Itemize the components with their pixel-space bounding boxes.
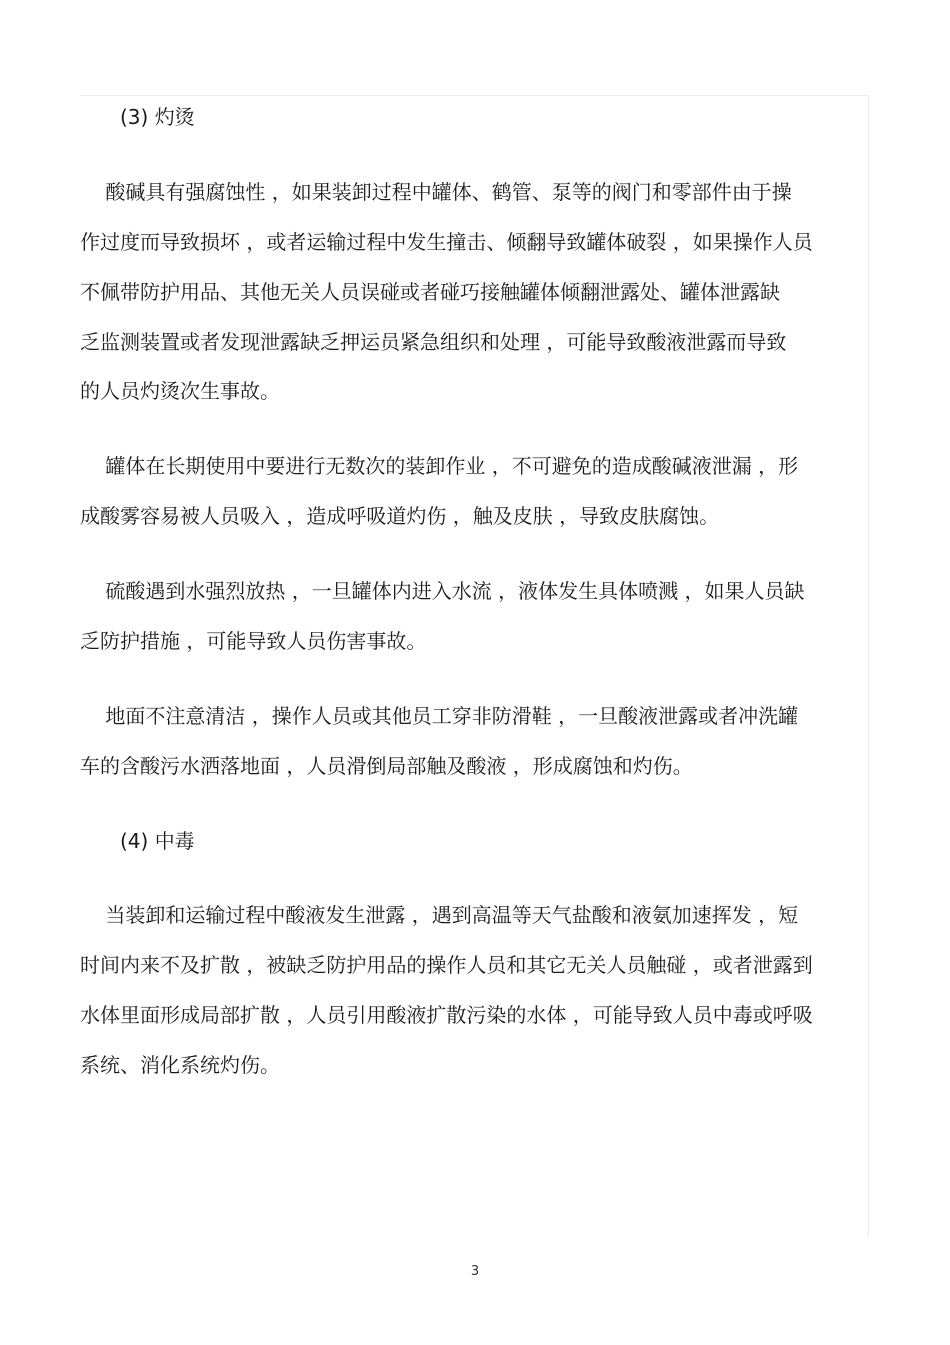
paragraph-line: 作过度而导致损坏 ，或者运输过程中发生撞击、倾翻导致罐体破裂 ，如果操作人员 — [80, 230, 813, 254]
paragraph-line: 成酸雾容易被人员吸入 ，造成呼吸道灼伤 ，触及皮肤 ，导致皮肤腐蚀。 — [80, 504, 720, 528]
paragraph-line: 地面不注意清洁 ，操作人员或其他员工穿非防滑鞋 ，一旦酸液泄露或者冲洗罐 — [80, 704, 799, 728]
paragraph-line: 时间内来不及扩散 ，被缺乏防护用品的操作人员和其它无关人员触碰 ，或者泄露到 — [80, 953, 813, 977]
section-heading-3: (3) 灼烫 — [120, 105, 195, 129]
paragraph-line: 不佩带防护用品、其他无关人员误碰或者碰巧接触罐体倾翻泄露处、罐体泄露缺 — [80, 280, 780, 304]
paragraph-line: 水体里面形成局部扩散 ，人员引用酸液扩散污染的水体 ，可能导致人员中毒或呼吸 — [80, 1003, 813, 1027]
paragraph-line: 乏防护措施 ，可能导致人员伤害事故。 — [80, 629, 427, 653]
paragraph-line: 硫酸遇到水强烈放热 ，一旦罐体内进入水流 ，液体发生具体喷溅 ，如果人员缺 — [80, 579, 805, 603]
paragraph-line: 罐体在长期使用中要进行无数次的装卸作业 ，不可避免的造成酸碱液泄漏 ，形 — [80, 454, 799, 478]
paragraph-line: 车的含酸污水洒落地面 ，人员滑倒局部触及酸液 ，形成腐蚀和灼伤。 — [80, 754, 693, 778]
paragraph-line: 酸碱具有强腐蚀性 ，如果装卸过程中罐体、鹤管、泵等的阀门和零部件由于操 — [80, 180, 792, 204]
page-number: 3 — [470, 1264, 480, 1279]
paragraph-line: 乏监测装置或者发现泄露缺乏押运员紧急组织和处理 ，可能导致酸液泄露而导致 — [80, 330, 787, 354]
paragraph-line: 系统、消化系统灼伤。 — [80, 1053, 280, 1077]
paragraph-line: 的人员灼烫次生事故。 — [80, 379, 280, 403]
paragraph-line: 当装卸和运输过程中酸液发生泄露 ，遇到高温等天气盐酸和液氨加速挥发 ，短 — [80, 903, 799, 927]
section-heading-4: (4) 中毒 — [120, 829, 195, 853]
